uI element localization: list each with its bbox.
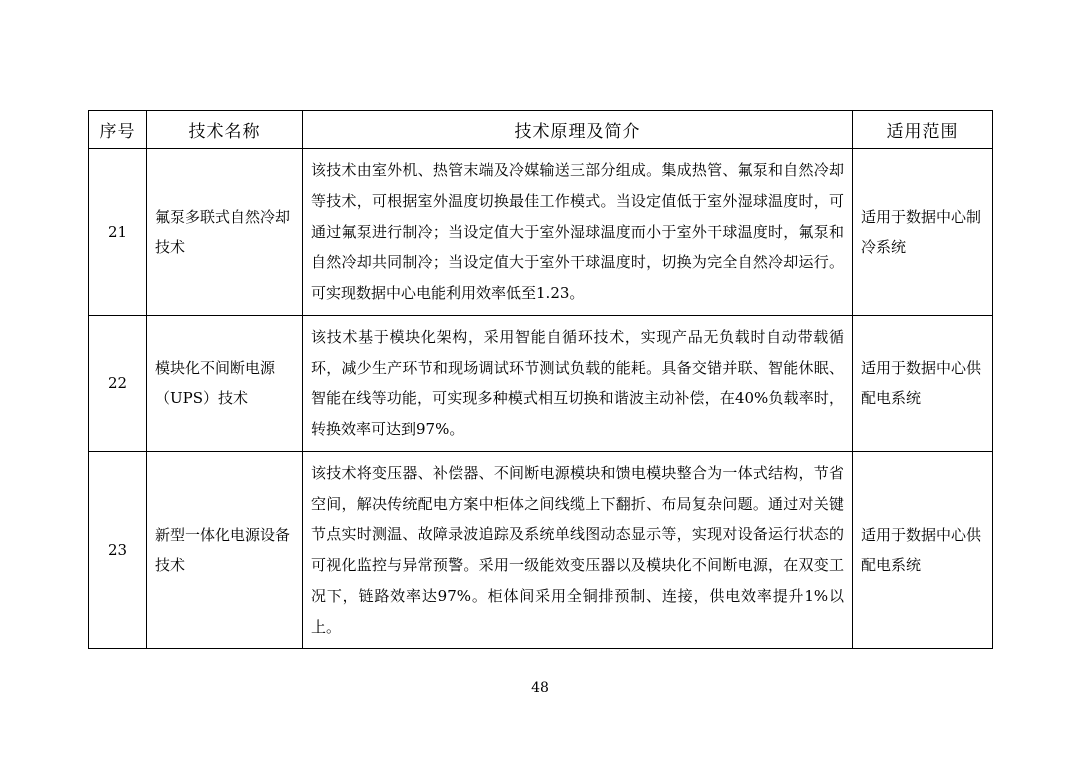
column-header-no: 序号 [89, 111, 147, 149]
technology-table [88, 110, 993, 649]
cell-no: 23 [89, 451, 147, 649]
cell-description: 该技术基于模块化架构，采用智能自循环技术，实现产品无负载时自动带载循环，减少生产环节和现场调试环节测试负载的能耗。具备交错并联、智能休眠、智能在线等功能，可实现多种模式相互切换和谐波主动补偿，在40%负载率时，转换效率可达到97%。 [303, 315, 853, 451]
page-number: 48 [531, 680, 549, 696]
cell-no: 21 [89, 149, 147, 316]
cell-name: 新型一体化电源设备技术 [147, 451, 303, 649]
table-header-row [89, 111, 993, 149]
column-header-desc: 技术原理及简介 [303, 111, 853, 149]
cell-scope: 适用于数据中心制冷系统 [853, 149, 993, 316]
table-row [89, 315, 993, 451]
table-header [89, 111, 993, 149]
cell-name: 氟泵多联式自然冷却技术 [147, 149, 303, 316]
cell-name: 模块化不间断电源（UPS）技术 [147, 315, 303, 451]
column-header-scope: 适用范围 [853, 111, 993, 149]
table-row [89, 451, 993, 649]
cell-description: 该技术将变压器、补偿器、不间断电源模块和馈电模块整合为一体式结构，节省空间，解决传统配电方案中柜体之间线缆上下翻折、布局复杂问题。通过对关键节点实时测温、故障录波追踪及系统单线图动态显示等，实现对设备运行状态的可视化监控与异常预警。采用一级能效变压器以及模块化不间断电源，在双变工况下，链路效率达97%。柜体间采用全铜排预制、连接，供电效率提升1%以上。 [303, 451, 853, 649]
table-row [89, 149, 993, 316]
cell-scope: 适用于数据中心供配电系统 [853, 315, 993, 451]
column-header-name: 技术名称 [147, 111, 303, 149]
cell-no: 22 [89, 315, 147, 451]
cell-scope: 适用于数据中心供配电系统 [853, 451, 993, 649]
cell-description: 该技术由室外机、热管末端及冷媒输送三部分组成。集成热管、氟泵和自然冷却等技术，可根据室外温度切换最佳工作模式。当设定值低于室外湿球温度时，可通过氟泵进行制冷；当设定值大于室外湿球温度而小于室外干球温度时，氟泵和自然冷却共同制冷；当设定值大于室外干球温度时，切换为完全自然冷却运行。可实现数据中心电能利用效率低至1.23。 [303, 149, 853, 316]
table-body [89, 149, 993, 649]
